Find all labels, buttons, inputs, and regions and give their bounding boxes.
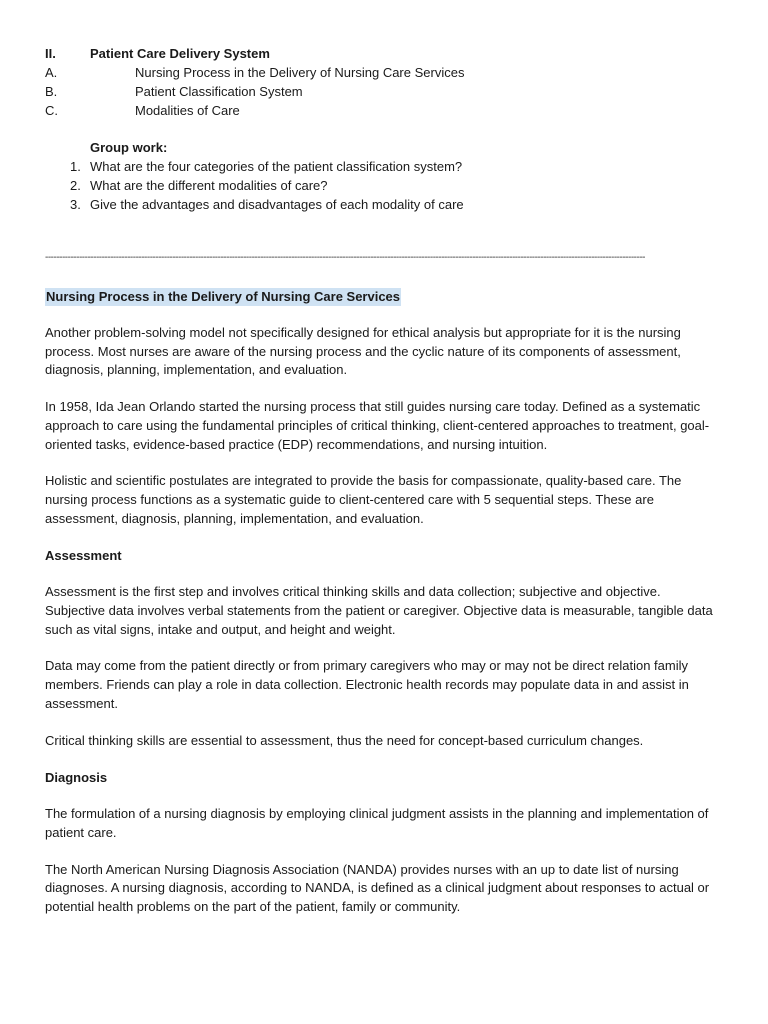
outline-item	[45, 63, 721, 82]
paragraph: In 1958, Ida Jean Orlando started the nursing process that still guides nursing care today. Defined as a systematic approach to care using the fundamental principles of critical thinking, client-centered approaches to treatment, goal-oriented tasks, evidence-based practice (EDP) recommendations, and nursing intuition.	[45, 399, 710, 452]
paragraph: Data may come from the patient directly or from primary caregivers who may or may not be direct relation family members. Friends can play a role in data collection. Electronic health records may populate data in and assist in assessment.	[45, 658, 689, 711]
diagnosis-heading: Diagnosis	[45, 770, 108, 786]
question-text: What are the different modalities of care?	[90, 178, 328, 193]
paragraph: Assessment is the first step and involves critical thinking skills and data collection; subjective and objective. Subjective data involves verbal statements from the patient or caregiver. Objective data is measurable, tangible data such as vital signs, intake and output, and height and weight.	[45, 584, 713, 637]
dashed-divider: --------------------------------------------------------------------------------------------------------------------------------------------------------------------------------------------------------------------	[45, 252, 645, 263]
list-item	[45, 176, 721, 195]
outline-title: Patient Care Delivery System	[90, 46, 270, 61]
question-number: 1.	[70, 159, 81, 174]
outline-item-text: Patient Classification System	[135, 84, 303, 99]
question-number: 3.	[70, 197, 81, 212]
outline-item-mark: B.	[45, 84, 58, 99]
document-page	[45, 44, 721, 917]
section-heading-highlighted: Nursing Process in the Delivery of Nursing Care Services	[46, 289, 401, 304]
paragraph: Holistic and scientific postulates are integrated to provide the basis for compassionate, quality-based care. The nursing process functions as a systematic guide to client-centered care with 5 sequential steps. These are assessment, diagnosis, planning, implementation, and evaluation.	[45, 473, 682, 526]
paragraph: The formulation of a nursing diagnosis by employing clinical judgment assists in the planning and implementation of patient care.	[45, 806, 709, 840]
paragraph: Another problem-solving model not specifically designed for ethical analysis but appropriate for it is the nursing process. Most nurses are aware of the nursing process and the cyclic nature of its components of assessment, diagnosis, planning, implementation, and evaluation.	[45, 325, 681, 378]
list-item	[45, 195, 721, 214]
paragraph: Critical thinking skills are essential to assessment, thus the need for concept-based curriculum changes.	[45, 732, 644, 748]
outline-item-text: Modalities of Care	[135, 103, 240, 118]
outline-roman-numeral: II.	[45, 46, 56, 61]
list-item	[45, 157, 721, 176]
outline-item	[45, 82, 721, 101]
question-text: Give the advantages and disadvantages of each modality of care	[90, 197, 464, 212]
paragraph: The North American Nursing Diagnosis Association (NANDA) provides nurses with an up to date list of nursing diagnoses. A nursing diagnosis, according to NANDA, is defined as a clinical judgment about responses to actual or potential health problems on the part of the patient, family or community.	[45, 861, 710, 915]
assessment-heading: Assessment	[45, 548, 122, 564]
outline-item-mark: A.	[45, 65, 58, 80]
outline-item	[45, 101, 721, 120]
question-number: 2.	[70, 178, 81, 193]
outline-item-mark: C.	[45, 103, 58, 118]
question-text: What are the four categories of the patient classification system?	[90, 159, 463, 174]
group-work-title: Group work:	[90, 140, 168, 155]
group-work-questions	[45, 157, 721, 214]
outline-item-text: Nursing Process in the Delivery of Nursing Care Services	[135, 65, 465, 80]
outline-heading	[45, 44, 721, 63]
